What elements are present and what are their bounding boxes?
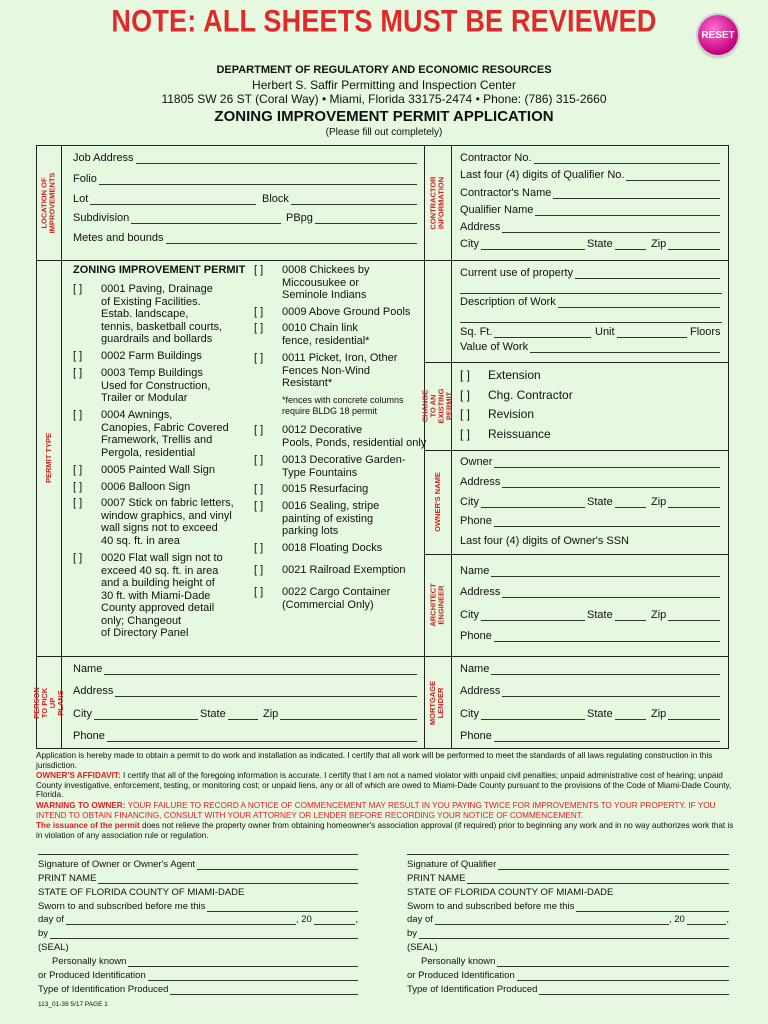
owner-state-field[interactable]: State: [587, 496, 648, 508]
permit-0020-checkbox[interactable]: [ ] 0020 Flat wall sign not to exceed 40 sq. ft. in area and a building height of 30 ft. with Miami-Dade County approved detail only; Changeout of Directory Panel: [73, 552, 223, 639]
contractor-zip-field[interactable]: Zip: [651, 238, 722, 250]
owners-affidavit: OWNER'S AFFIDAVIT: I certify that all of the foregoing information is accurate. I certify that I am not a named violator with unpaid civil penalties; unpaid administrative cost of hearing; unpaid County investigative, enforcement, testing, or monitoring cost; or unpaid liens, any or all of which are owed to Miami-Dade County pursuant to the provisions of the Code of Miami-Dade County, Florida.: [36, 771, 732, 800]
section-permit-type-label: PERMIT TYPE: [43, 432, 53, 484]
description-work-field[interactable]: Description of Work: [460, 296, 722, 308]
permit-0013-checkbox[interactable]: [ ] 0013 Decorative Garden- Type Fountains: [254, 454, 406, 479]
owner-seal-label: (SEAL): [38, 942, 69, 953]
block-field[interactable]: Block: [262, 193, 419, 205]
permit-0018-checkbox[interactable]: [ ] 0018 Floating Docks: [254, 542, 383, 554]
permit-0005-checkbox[interactable]: [ ] 0005 Painted Wall Sign: [73, 464, 215, 476]
qualifier-name-field[interactable]: Qualifier Name: [460, 204, 722, 216]
department-name: DEPARTMENT OF REGULATORY AND ECONOMIC RESOURCES: [216, 64, 552, 76]
change-contractor-checkbox[interactable]: [ ] Chg. Contractor: [460, 388, 573, 402]
permit-0003-checkbox[interactable]: [ ] 0003 Temp Buildings Used for Construction, Trailer or Modular: [73, 367, 211, 404]
warning-to-owner: WARNING TO OWNER: YOUR FAILURE TO RECORD A NOTICE OF COMMENCEMENT MAY RESULT IN YOU PAYING TWICE FOR IMPROVEMENTS TO YOUR PROPERTY. IF YOU INTEND TO OBTAIN FINANCING, CONSULT WITH YOUR ATTORNEY OR LENDER BEFORE RECORDING YOUR NOTICE OF COMMENCEMENT.: [36, 801, 716, 820]
contractor-state-field[interactable]: State: [587, 238, 648, 250]
section-owner-label: OWNER'S NAME: [432, 472, 442, 532]
change-extension-checkbox[interactable]: [ ] Extension: [460, 368, 541, 382]
person-phone-field[interactable]: Phone: [73, 730, 419, 742]
permit-0015-checkbox[interactable]: [ ] 0015 Resurfacing: [254, 483, 369, 495]
architect-address-field[interactable]: Address: [460, 586, 722, 598]
permit-0021-checkbox[interactable]: [ ] 0021 Railroad Exemption: [254, 564, 406, 576]
architect-name-field[interactable]: Name: [460, 565, 722, 577]
person-city-field[interactable]: City: [73, 708, 200, 720]
job-address-field[interactable]: Job Address: [73, 152, 419, 164]
metes-bounds-field[interactable]: Metes and bounds: [73, 232, 419, 244]
sqft-field[interactable]: Sq. Ft.: [460, 326, 593, 338]
mortgage-state-field[interactable]: State: [587, 708, 648, 720]
permit-0007-checkbox[interactable]: [ ] 0007 Stick on fabric letters, window graphics, and vinyl wall signs not to exceed 40 sq. ft. in area: [73, 497, 234, 547]
contractor-city-field[interactable]: City: [460, 238, 587, 250]
permit-0001-checkbox[interactable]: [ ] 0001 Paving, Drainage of Existing Facilities. Estab. landscape, tennis, basketball courts, guardrails and bollards: [73, 283, 223, 345]
change-revision-checkbox[interactable]: [ ] Revision: [460, 407, 535, 421]
permit-0002-checkbox[interactable]: [ ] 0002 Farm Buildings: [73, 350, 202, 362]
owner-id-type-field[interactable]: Type of Identification Produced: [38, 984, 358, 995]
architect-phone-field[interactable]: Phone: [460, 630, 722, 642]
section-change-label: CHANGE TO AN EXISTING PERMIT: [420, 388, 454, 424]
issuance-statement: The issuance of the permit does not relieve the property owner from obtaining homeowner's association approval (if required) prior to beginning any work and in no way authorizes work that is in violation of any association rule or regulation.: [36, 821, 734, 840]
application-statement: Application is hereby made to obtain a permit to do work and installation as indicated. I certify that all work will be performed to meet the standards of all laws regulating construction in this jurisdiction.: [36, 751, 713, 770]
center-address: 11805 SW 26 ST (Coral Way) • Miami, Florida 33175-2474 • Phone: (786) 315-2660: [161, 92, 607, 106]
owner-field[interactable]: Owner: [460, 456, 722, 468]
owner-print-name-field[interactable]: PRINT NAME: [38, 873, 358, 884]
section-architect-label: ARCHITECT ENGINEER: [428, 583, 446, 627]
owner-day-field[interactable]: day of: [38, 914, 296, 925]
owner-personally-known-field[interactable]: Personally known: [52, 956, 358, 967]
permit-0006-checkbox[interactable]: [ ] 0006 Balloon Sign: [73, 481, 191, 493]
qualifier-state-county-label: STATE OF FLORIDA COUNTY OF MIAMI-DADE: [407, 887, 614, 898]
owner-state-county-label: STATE OF FLORIDA COUNTY OF MIAMI-DADE: [38, 887, 245, 898]
section-mortgage-label: MORTGAGE LENDER: [428, 680, 446, 725]
form-footer: 113_01-39 5/17 PAGE 1: [38, 1001, 108, 1008]
owner-address-field[interactable]: Address: [460, 476, 722, 488]
qualifier-year-field[interactable]: , 20 ,: [669, 914, 729, 925]
value-work-field[interactable]: Value of Work: [460, 341, 722, 353]
pbpg-field[interactable]: PBpg: [286, 212, 419, 224]
permit-0012-checkbox[interactable]: [ ] 0012 Decorative Pools, Ponds, residential only: [254, 424, 427, 449]
owner-year-field[interactable]: , 20 ,: [296, 914, 358, 925]
permit-0010-checkbox[interactable]: [ ] 0010 Chain link fence, residential*: [254, 322, 370, 347]
permit-0022-checkbox[interactable]: [ ] 0022 Cargo Container (Commercial Only): [254, 586, 391, 611]
owner-by-field[interactable]: by: [38, 928, 358, 939]
permit-0011-checkbox[interactable]: [ ] 0011 Picket, Iron, Other Fences Non-Wind Resistant*: [254, 352, 398, 389]
change-reissuance-checkbox[interactable]: [ ] Reissuance: [460, 427, 551, 441]
qualifier-print-name-field[interactable]: PRINT NAME: [407, 873, 729, 884]
floors-label: Floors: [690, 326, 721, 338]
owner-ssn-label: Last four (4) digits of Owner's SSN: [460, 535, 629, 547]
form-title: ZONING IMPROVEMENT PERMIT APPLICATION: [214, 108, 554, 125]
contractor-no-field[interactable]: Contractor No.: [460, 152, 722, 164]
qualifier-seal-label: (SEAL): [407, 942, 438, 953]
mortgage-address-field[interactable]: Address: [460, 685, 722, 697]
owner-city-field[interactable]: City: [460, 496, 587, 508]
section-location-label: LOCATION OF IMPROVEMENTS: [39, 172, 57, 233]
contractor-name-field[interactable]: Contractor's Name: [460, 187, 722, 199]
folio-field[interactable]: Folio: [73, 173, 419, 185]
person-zip-field[interactable]: Zip: [263, 708, 419, 720]
person-address-field[interactable]: Address: [73, 685, 419, 697]
unit-field[interactable]: Unit: [595, 326, 689, 338]
person-state-field[interactable]: State: [200, 708, 260, 720]
fence-note: *fences with concrete columns require BLDG 18 permit: [282, 395, 404, 416]
mortgage-zip-field[interactable]: Zip: [651, 708, 722, 720]
current-use-field[interactable]: Current use of property: [460, 267, 722, 279]
section-contractor-label: CONTRACTOR INFORMATION: [428, 175, 446, 230]
center-name: Herbert S. Saffir Permitting and Inspection Center: [252, 78, 516, 92]
permit-0016-checkbox[interactable]: [ ] 0016 Sealing, stripe painting of existing parking lots: [254, 500, 380, 537]
lot-field[interactable]: Lot: [73, 193, 258, 205]
owner-sworn-field[interactable]: Sworn to and subscribed before me this: [38, 901, 358, 912]
architect-state-field[interactable]: State: [587, 609, 648, 621]
qualifier-day-field[interactable]: day of: [407, 914, 669, 925]
qualifier-personally-known-field[interactable]: Personally known: [421, 956, 729, 967]
mortgage-phone-field[interactable]: Phone: [460, 730, 722, 742]
owner-zip-field[interactable]: Zip: [651, 496, 722, 508]
owner-phone-field[interactable]: Phone: [460, 515, 722, 527]
qualifier-produced-id-field[interactable]: or Produced Identification: [407, 970, 729, 981]
architect-zip-field[interactable]: Zip: [651, 609, 722, 621]
qualifier-by-field[interactable]: by: [407, 928, 729, 939]
permit-0008-checkbox[interactable]: [ ] 0008 Chickees by Miccousukee or Seminole Indians: [254, 264, 370, 301]
person-name-field[interactable]: Name: [73, 663, 419, 675]
section-person-label: PERSON TO PICK UP PLANS: [31, 686, 65, 719]
mortgage-name-field[interactable]: Name: [460, 663, 722, 675]
owner-signature-field[interactable]: Signature of Owner or Owner's Agent: [38, 859, 358, 870]
mortgage-city-field[interactable]: City: [460, 708, 587, 720]
banner-title: NOTE: ALL SHEETS MUST BE REVIEWED: [111, 3, 657, 39]
architect-city-field[interactable]: City: [460, 609, 587, 621]
contractor-address-field[interactable]: Address: [460, 221, 722, 233]
form-subtitle: (Please fill out completely): [325, 127, 443, 138]
qualifier-digits-field[interactable]: Last four (4) digits of Qualifier No.: [460, 169, 722, 181]
subdivision-field[interactable]: Subdivision: [73, 212, 283, 224]
qualifier-id-type-field[interactable]: Type of Identification Produced: [407, 984, 729, 995]
permit-heading: ZONING IMPROVEMENT PERMIT: [73, 264, 246, 276]
qualifier-sworn-field[interactable]: Sworn to and subscribed before me this: [407, 901, 729, 912]
owner-produced-id-field[interactable]: or Produced Identification: [38, 970, 358, 981]
reset-button[interactable]: RESET: [698, 15, 738, 55]
permit-0004-checkbox[interactable]: [ ] 0004 Awnings, Canopies, Fabric Covered Framework, Trellis and Pergola, residential: [73, 409, 229, 459]
permit-0009-checkbox[interactable]: [ ] 0009 Above Ground Pools: [254, 306, 411, 318]
qualifier-signature-field[interactable]: Signature of Qualifier: [407, 859, 729, 870]
